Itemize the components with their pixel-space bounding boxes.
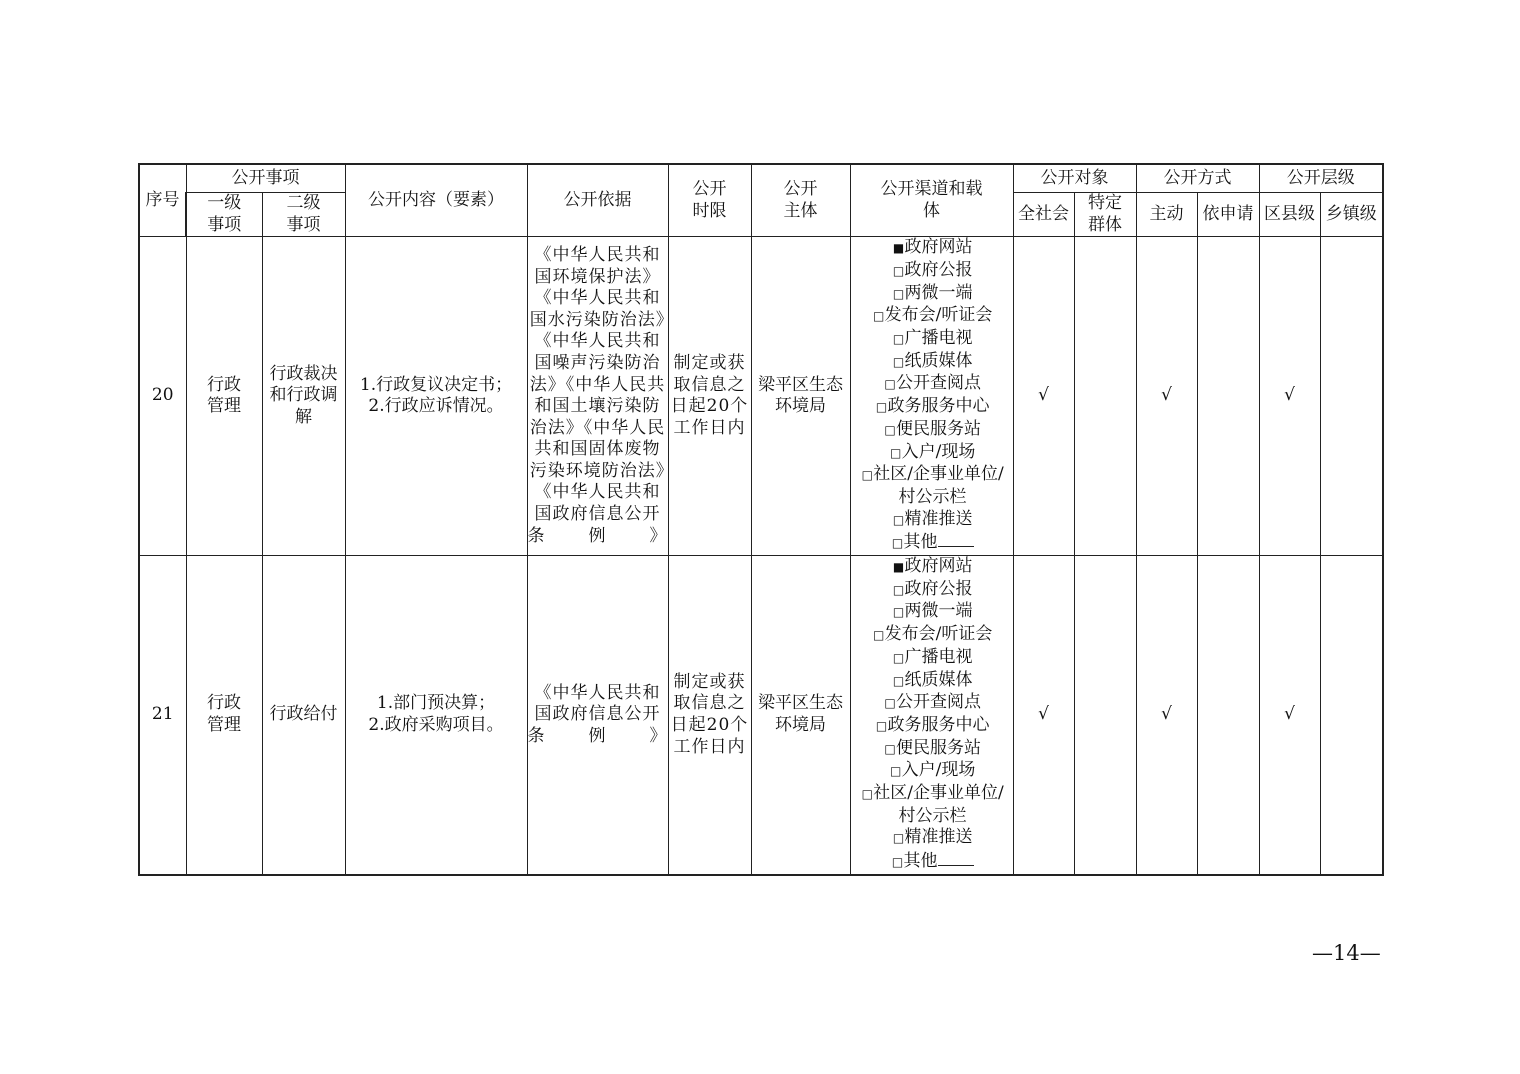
channel-item — [853, 715, 1013, 738]
page-number: —14— — [1312, 941, 1381, 965]
channel-label: 精准推送 — [904, 827, 973, 848]
channel-label: 社区/企事业单位/ — [873, 464, 1004, 485]
channel-item — [853, 850, 1013, 874]
checkbox-empty-icon: □ — [892, 354, 905, 369]
cell-channels — [850, 556, 1013, 875]
channel-label: 入户/现场 — [901, 441, 976, 462]
channel-item — [853, 738, 1013, 761]
cell-seq: 20 — [139, 237, 186, 556]
checkbox-empty-icon: □ — [892, 831, 905, 846]
channel-item — [853, 283, 1013, 306]
channel-label: 便民服务站 — [896, 418, 981, 439]
channel-item — [853, 692, 1013, 715]
header-level-group: 公开层级 — [1259, 164, 1383, 193]
checkbox-empty-icon: □ — [872, 309, 885, 324]
header-audience-all: 全社会 — [1013, 193, 1074, 237]
cell-level-district: √ — [1259, 556, 1320, 875]
header-level-township: 乡镇级 — [1320, 193, 1383, 237]
header-subject: 公开主体 — [751, 164, 850, 237]
cell-audience-all: √ — [1013, 556, 1074, 875]
fill-in-blank — [938, 531, 974, 547]
header-row-1 — [139, 164, 1383, 193]
checkbox-empty-icon: □ — [892, 332, 905, 346]
channel-label: 纸质媒体 — [904, 350, 973, 371]
cell-level1: 行政管理 — [186, 556, 262, 875]
channel-item — [853, 806, 1013, 828]
header-items-group: 公开事项 — [186, 164, 345, 193]
cell-level-district: √ — [1259, 237, 1320, 556]
checkbox-empty-icon: □ — [861, 468, 873, 483]
cell-audience-all: √ — [1013, 237, 1074, 556]
channel-item — [853, 487, 1013, 509]
channel-label: 村公示栏 — [898, 486, 967, 507]
checkbox-empty-icon: □ — [884, 696, 896, 711]
cell-basis: 《中华人民共和国环境保护法》《中华人民共和国水污染防治法》《中华人民共和国噪声污染防治法》《中华人民共和国土壤污染防治法》《中华人民共和国固体废物污染环境防治法》《中华人民共和国政府信息公开条例》 — [527, 237, 668, 556]
channel-item — [853, 373, 1013, 396]
channel-label: 公开查阅点 — [896, 373, 981, 394]
cell-level1: 行政管理 — [186, 237, 262, 556]
channel-item — [853, 305, 1013, 328]
channel-label: 两微一端 — [904, 282, 973, 303]
channel-item — [853, 647, 1013, 670]
cell-method-active: √ — [1136, 237, 1197, 556]
channel-list — [851, 237, 1013, 555]
cell-level-township — [1320, 237, 1383, 556]
channel-item — [853, 464, 1013, 487]
channel-item — [853, 237, 1013, 260]
checkbox-empty-icon: □ — [872, 628, 885, 643]
checkbox-empty-icon: □ — [892, 512, 905, 527]
checkbox-empty-icon: □ — [891, 855, 904, 870]
cell-level2: 行政裁决和行政调解 — [262, 237, 345, 556]
cell-subject: 梁平区生态环境局 — [751, 237, 850, 556]
cell-subject: 梁平区生态环境局 — [751, 556, 850, 875]
header-basis: 公开依据 — [527, 164, 668, 237]
channel-label: 政府网站 — [904, 556, 973, 577]
channel-item — [853, 601, 1013, 624]
cell-audience-specific — [1074, 237, 1136, 556]
channel-item — [853, 783, 1013, 806]
channel-item — [853, 531, 1013, 555]
checkbox-empty-icon: □ — [861, 787, 873, 802]
content-line: 1.部门预决算； — [376, 693, 496, 714]
channel-label: 其他 — [903, 532, 938, 553]
header-deadline: 公开时限 — [668, 164, 751, 237]
checkbox-checked-icon: ■ — [892, 241, 905, 256]
header-seq: 序号 — [139, 164, 186, 237]
header-method-request: 依申请 — [1197, 193, 1259, 237]
fill-in-blank — [938, 850, 974, 866]
channel-item — [853, 396, 1013, 419]
checkbox-empty-icon: □ — [891, 536, 904, 551]
table-row — [139, 237, 1383, 556]
cell-level2: 行政给付 — [262, 556, 345, 875]
cell-level-township — [1320, 556, 1383, 875]
channel-item — [853, 442, 1013, 465]
header-level2: 二级事项 — [262, 193, 345, 237]
cell-seq: 21 — [139, 556, 186, 875]
channel-label: 纸质媒体 — [904, 669, 973, 690]
cell-method-request — [1197, 556, 1259, 875]
channel-label: 村公示栏 — [898, 805, 967, 826]
cell-content — [345, 237, 527, 556]
cell-deadline: 制定或获取信息之日起20个工作日内 — [668, 237, 751, 556]
channel-label: 发布会/听证会 — [884, 305, 993, 326]
channel-label: 公开查阅点 — [896, 692, 981, 713]
channel-label: 其他 — [903, 851, 938, 872]
channel-item — [853, 328, 1013, 351]
cell-content — [345, 556, 527, 875]
checkbox-empty-icon: □ — [875, 400, 888, 415]
channel-item — [853, 556, 1013, 579]
header-content: 公开内容（要素） — [345, 164, 527, 237]
checkbox-empty-icon: □ — [892, 605, 905, 620]
checkbox-empty-icon: □ — [889, 445, 902, 460]
channel-item — [853, 670, 1013, 693]
channel-label: 发布会/听证会 — [884, 624, 993, 645]
channel-item — [853, 419, 1013, 442]
header-audience-group: 公开对象 — [1013, 164, 1136, 193]
channel-label: 政府网站 — [904, 237, 973, 258]
cell-channels — [850, 237, 1013, 556]
checkbox-empty-icon: □ — [892, 673, 905, 688]
checkbox-empty-icon: □ — [892, 650, 905, 665]
channel-label: 社区/企事业单位/ — [873, 783, 1004, 804]
checkbox-empty-icon: □ — [892, 286, 905, 301]
channel-item — [853, 509, 1013, 532]
channel-label: 广播电视 — [904, 328, 973, 348]
channel-label: 政府公报 — [904, 259, 973, 280]
disclosure-table — [138, 163, 1384, 876]
header-method-group: 公开方式 — [1136, 164, 1259, 193]
channel-label: 政务服务中心 — [887, 714, 990, 735]
channel-label: 政府公报 — [904, 578, 973, 599]
checkbox-empty-icon: □ — [892, 582, 905, 597]
cell-method-active: √ — [1136, 556, 1197, 875]
header-level1: 一级事项 — [186, 193, 262, 237]
content-line: 2.行政应诉情况。 — [368, 396, 504, 417]
channel-label: 政务服务中心 — [887, 396, 990, 417]
cell-method-request — [1197, 237, 1259, 556]
content-line: 2.政府采购项目。 — [368, 714, 504, 735]
channel-label: 便民服务站 — [896, 737, 981, 758]
checkbox-empty-icon: □ — [892, 263, 905, 278]
channel-item — [853, 579, 1013, 602]
channel-item — [853, 624, 1013, 647]
checkbox-empty-icon: □ — [875, 718, 888, 733]
channel-item — [853, 260, 1013, 283]
channel-label: 两微一端 — [904, 601, 973, 622]
header-level-district: 区县级 — [1259, 193, 1320, 237]
checkbox-checked-icon: ■ — [892, 560, 905, 575]
header-channels: 公开渠道和载体 — [850, 164, 1013, 237]
header-audience-specific: 特定群体 — [1074, 193, 1136, 237]
checkbox-empty-icon: □ — [884, 422, 896, 437]
content-line: 1.行政复议决定书； — [359, 374, 513, 395]
cell-audience-specific — [1074, 556, 1136, 875]
cell-deadline: 制定或获取信息之日起20个工作日内 — [668, 556, 751, 875]
channel-list — [851, 556, 1013, 874]
header-method-active: 主动 — [1136, 193, 1197, 237]
channel-item — [853, 351, 1013, 374]
table-row — [139, 556, 1383, 875]
channel-item — [853, 760, 1013, 783]
cell-basis: 《中华人民共和国政府信息公开条例》 — [527, 556, 668, 875]
checkbox-empty-icon: □ — [889, 764, 902, 779]
channel-label: 入户/现场 — [901, 760, 976, 781]
checkbox-empty-icon: □ — [884, 741, 896, 756]
checkbox-empty-icon: □ — [884, 377, 896, 392]
channel-item — [853, 827, 1013, 850]
channel-label: 精准推送 — [904, 508, 973, 529]
channel-label: 广播电视 — [904, 646, 973, 667]
